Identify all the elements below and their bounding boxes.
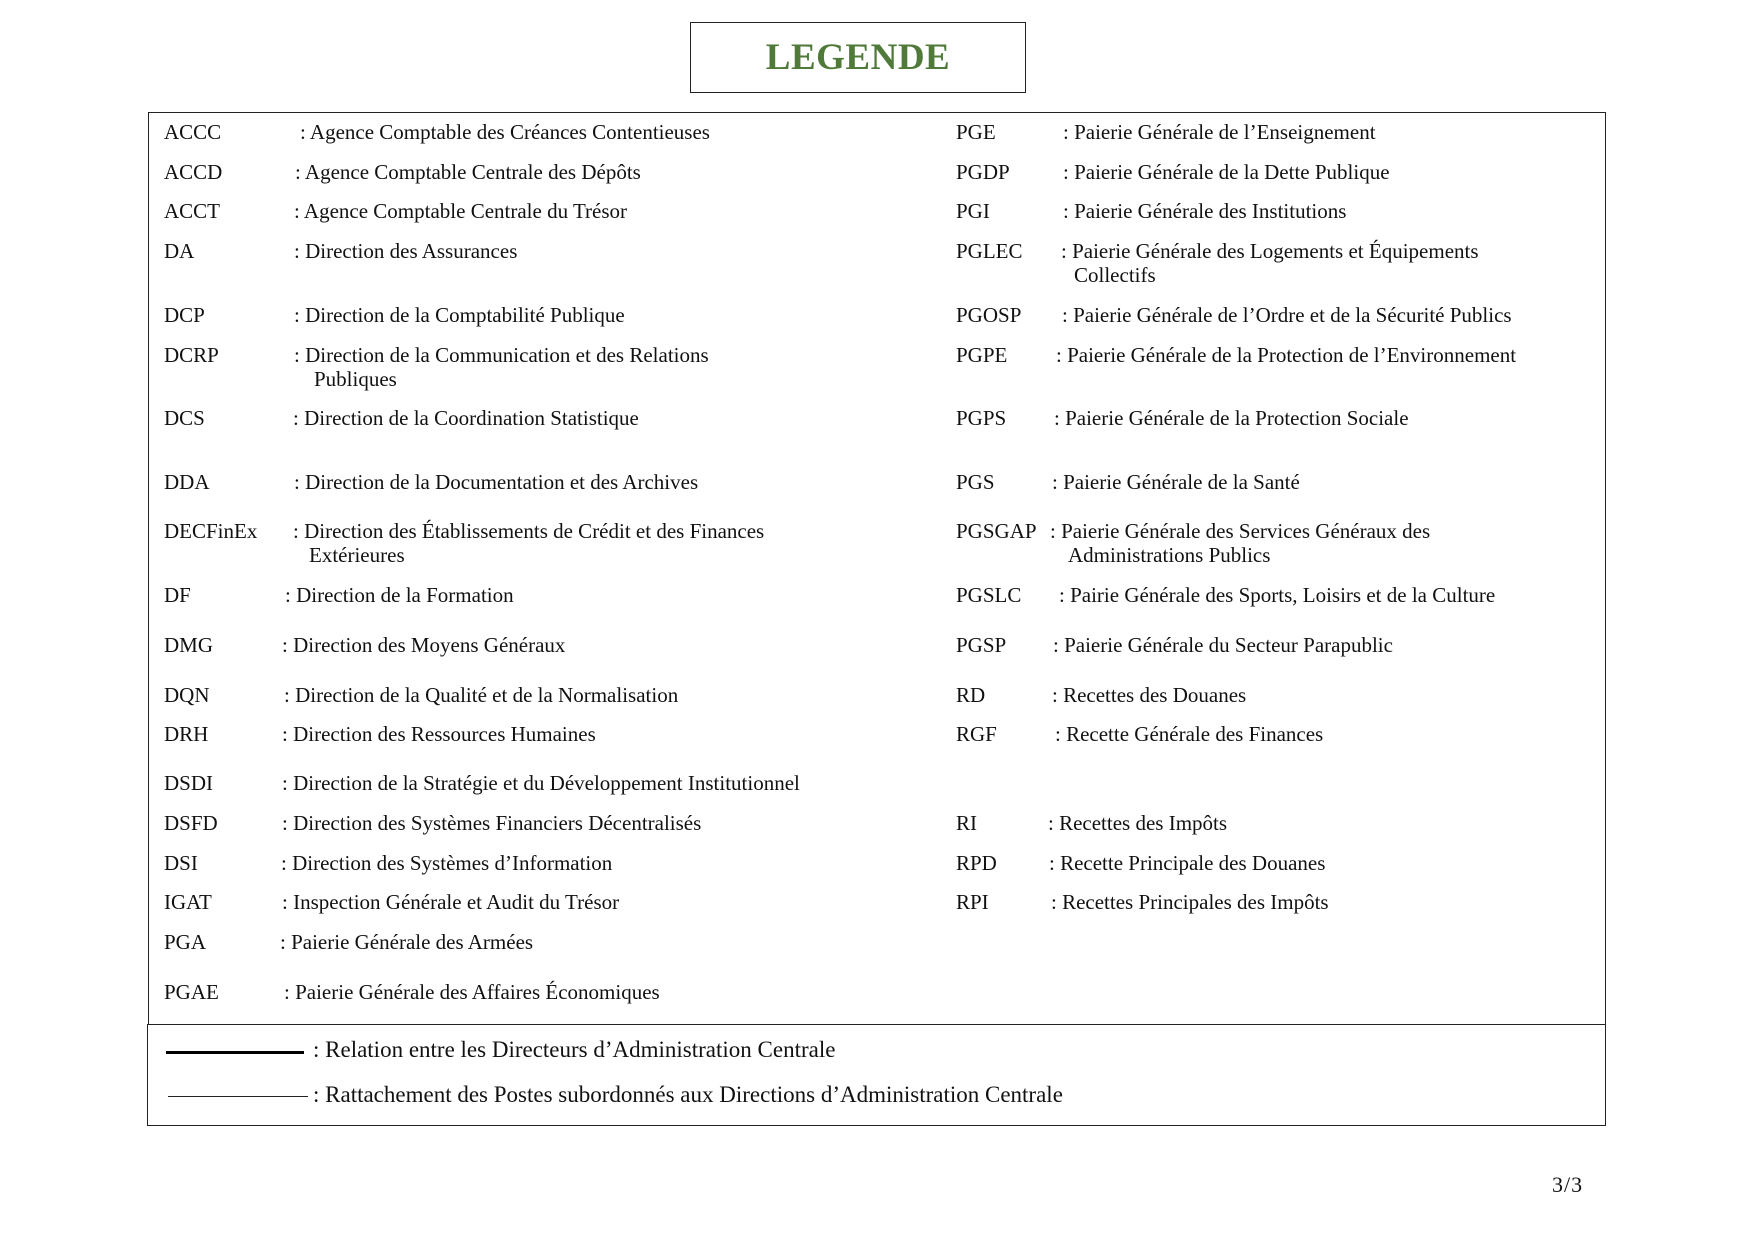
legend-abbr: PGA bbox=[164, 930, 207, 954]
legend-abbr: DCS bbox=[164, 406, 205, 430]
legend-abbr: DDA bbox=[164, 470, 210, 494]
legend-desc: : Paierie Générale de la Protection de l’Environnement bbox=[1056, 343, 1517, 367]
legend-desc: : Paierie Générale du Secteur Parapublic bbox=[1053, 633, 1393, 657]
legend-desc: : Paierie Générale des Services Généraux des bbox=[1050, 519, 1431, 543]
legend-desc: : Paierie Générale des Affaires Économiques bbox=[284, 980, 660, 1004]
legend-desc-continuation: Collectifs bbox=[1074, 263, 1156, 287]
legend-abbr: PGE bbox=[956, 120, 996, 144]
title-box bbox=[690, 22, 1026, 93]
page-number: 3/3 bbox=[1552, 1172, 1584, 1197]
legend-abbr: RPI bbox=[956, 890, 989, 914]
thin-line-sample bbox=[168, 1096, 308, 1097]
page-title: LEGENDE bbox=[765, 37, 951, 78]
legend-desc: : Agence Comptable Centrale des Dépôts bbox=[295, 160, 641, 184]
legend-abbr: PGPS bbox=[956, 406, 1007, 430]
legend-desc: : Pairie Générale des Sports, Loisirs et de la Culture bbox=[1059, 583, 1496, 607]
legend-abbr: RD bbox=[956, 683, 986, 707]
legend-abbr: PGPE bbox=[956, 343, 1008, 367]
legend-desc: : Paierie Générale des Armées bbox=[280, 930, 534, 954]
legend-desc: : Recette Générale des Finances bbox=[1055, 722, 1324, 746]
legend-abbr: ACCC bbox=[164, 120, 222, 144]
legend-desc: : Direction de la Qualité et de la Normalisation bbox=[284, 683, 679, 707]
legend-abbr: PGDP bbox=[956, 160, 1010, 184]
legend-desc: : Paierie Générale de l’Ordre et de la Sécurité Publics bbox=[1062, 303, 1512, 327]
legend-desc: : Paierie Générale de l’Enseignement bbox=[1063, 120, 1376, 144]
legend-desc-continuation: Administrations Publics bbox=[1068, 543, 1271, 567]
legend-abbr: DCP bbox=[164, 303, 205, 327]
thick-line-sample bbox=[166, 1051, 304, 1054]
legend-abbr: DMG bbox=[164, 633, 214, 657]
legend-abbr: DSI bbox=[164, 851, 198, 875]
legend-abbr: RGF bbox=[956, 722, 997, 746]
legend-abbr: IGAT bbox=[164, 890, 212, 914]
legend-abbr: PGAE bbox=[164, 980, 219, 1004]
thick-line-label: : Relation entre les Directeurs d’Administration Centrale bbox=[313, 1037, 836, 1062]
legend-abbr: DSDI bbox=[164, 771, 214, 795]
legend-desc: : Agence Comptable des Créances Contentieuses bbox=[300, 120, 710, 144]
legend-desc: : Paierie Générale des Logements et Équipements bbox=[1061, 239, 1479, 263]
legend-desc: : Direction de la Stratégie et du Développement Institutionnel bbox=[282, 771, 800, 795]
legend-desc: : Paierie Générale de la Santé bbox=[1052, 470, 1300, 494]
legend-desc: : Direction de la Communication et des Relations bbox=[294, 343, 709, 367]
legend-abbr: PGI bbox=[956, 199, 990, 223]
legend-desc: : Direction de la Comptabilité Publique bbox=[294, 303, 625, 327]
legend-abbr: PGS bbox=[956, 470, 995, 494]
legend-abbr: DRH bbox=[164, 722, 209, 746]
legend-desc: : Direction des Moyens Généraux bbox=[282, 633, 566, 657]
legend-abbr: DQN bbox=[164, 683, 210, 707]
legend-desc-continuation: Extérieures bbox=[309, 543, 405, 567]
legend-desc: : Recettes des Douanes bbox=[1052, 683, 1247, 707]
legend-desc: : Direction des Établissements de Crédit et des Finances bbox=[293, 519, 765, 543]
legend-desc: : Direction des Systèmes d’Information bbox=[281, 851, 613, 875]
legend-abbr: RI bbox=[956, 811, 977, 835]
legend-abbr: PGSGAP bbox=[956, 519, 1037, 543]
legend-abbr: DCRP bbox=[164, 343, 219, 367]
legend-desc: : Paierie Générale de la Protection Sociale bbox=[1054, 406, 1409, 430]
legend-desc: : Agence Comptable Centrale du Trésor bbox=[294, 199, 628, 223]
legend-abbr: DECFinEx bbox=[164, 519, 258, 543]
legend-abbr: DF bbox=[164, 583, 191, 607]
legend-desc: : Recette Principale des Douanes bbox=[1049, 851, 1326, 875]
legend-desc: : Direction des Assurances bbox=[294, 239, 518, 263]
legend-desc: : Direction des Systèmes Financiers Décentralisés bbox=[282, 811, 702, 835]
legend-desc-continuation: Publiques bbox=[314, 367, 397, 391]
legend-desc: : Direction de la Formation bbox=[285, 583, 514, 607]
legend-desc: : Recettes des Impôts bbox=[1048, 811, 1228, 835]
legend-desc: : Direction de la Coordination Statistique bbox=[293, 406, 639, 430]
legend-abbr: DSFD bbox=[164, 811, 218, 835]
legend-abbr: RPD bbox=[956, 851, 997, 875]
legend-abbr: DA bbox=[164, 239, 195, 263]
thin-line-label: : Rattachement des Postes subordonnés aux Directions d’Administration Centrale bbox=[313, 1082, 1063, 1107]
legend-desc: : Direction de la Documentation et des Archives bbox=[294, 470, 699, 494]
legend-abbr: PGLEC bbox=[956, 239, 1023, 263]
legend-desc: : Inspection Générale et Audit du Trésor bbox=[282, 890, 620, 914]
legend-abbr: PGSP bbox=[956, 633, 1007, 657]
legend-abbr: ACCT bbox=[164, 199, 221, 223]
legend-abbr: PGOSP bbox=[956, 303, 1022, 327]
legend-desc: : Paierie Générale de la Dette Publique bbox=[1063, 160, 1390, 184]
legend-desc: : Paierie Générale des Institutions bbox=[1063, 199, 1347, 223]
legend-desc: : Direction des Ressources Humaines bbox=[282, 722, 596, 746]
legend-desc: : Recettes Principales des Impôts bbox=[1051, 890, 1329, 914]
legend-abbr: PGSLC bbox=[956, 583, 1022, 607]
legend-abbr: ACCD bbox=[164, 160, 223, 184]
